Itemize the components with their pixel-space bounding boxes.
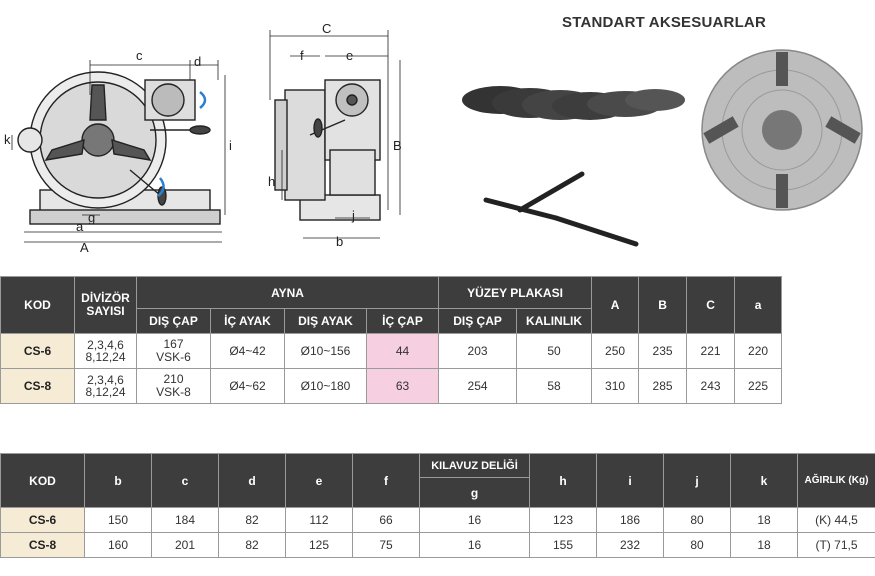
row-yuzey-dis-cap: 254 [439,369,517,404]
row-k: 18 [731,508,798,533]
dim-label-d: d [194,54,202,69]
header-B: B [639,277,687,334]
header-kod: KOD [1,454,85,508]
row-B: 285 [639,369,687,404]
dim-label-f: f [300,48,304,63]
technical-drawings [0,0,875,260]
dim-label-h: h [268,174,276,189]
header-ic-ayak: İÇ AYAK [211,309,285,334]
table-row [1,334,782,369]
table-row [1,533,875,558]
row-j: 80 [664,508,731,533]
row-ic-ayak: Ø4~42 [211,334,285,369]
index-plates-image [462,86,685,120]
row-a: 220 [735,334,782,369]
dis-cap-line-1: 167 [163,337,184,351]
row-d: 82 [219,533,286,558]
row-kod: CS-6 [1,508,85,533]
row-dis-ayak: Ø10~156 [285,334,367,369]
header-agirlik: AĞIRLIK (Kg) [798,454,875,508]
row-i: 232 [597,533,664,558]
header-i: i [597,454,664,508]
dim-label-j: j [352,208,355,223]
header-yuzey-dis-cap: DIŞ ÇAP [439,309,517,334]
divizor-line-2: 8,12,24 [85,385,126,399]
header-kilavuz: KILAVUZ DELİĞİ [420,454,530,478]
row-a: 225 [735,369,782,404]
row-A: 310 [592,369,639,404]
row-h: 155 [530,533,597,558]
row-ayna-dis-cap [137,369,211,404]
row-c: 201 [152,533,219,558]
header-k: k [731,454,798,508]
accessories-title: STANDART AKSESUARLAR [562,14,766,31]
row-agirlik: (T) 71,5 [798,533,875,558]
header-A: A [592,277,639,334]
header-yuzey: YÜZEY PLAKASI [439,277,592,309]
chuck-key-image [486,174,636,244]
row-ic-cap: 44 [367,334,439,369]
dis-cap-line-2: VSK-8 [156,385,191,399]
header-h: h [530,454,597,508]
row-e: 112 [286,508,353,533]
row-ic-ayak: Ø4~62 [211,369,285,404]
divizor-line-1: 2,3,4,6 [87,373,124,387]
front-view-drawing [18,72,220,224]
row-j: 80 [664,533,731,558]
row-g: 16 [420,533,530,558]
row-f: 75 [353,533,420,558]
header-f: f [353,454,420,508]
header-C: C [687,277,735,334]
row-kod: CS-6 [1,334,75,369]
spec-table-2 [0,453,875,558]
row-b: 150 [85,508,152,533]
header-divizor: DİVİZÖR SAYISI [75,277,137,334]
header-ayna: AYNA [137,277,439,309]
row-i: 186 [597,508,664,533]
row-kalinlik: 58 [517,369,592,404]
header-ayna-dis-cap: DIŞ ÇAP [137,309,211,334]
dis-cap-line-2: VSK-6 [156,350,191,364]
row-A: 250 [592,334,639,369]
row-kalinlik: 50 [517,334,592,369]
row-e: 125 [286,533,353,558]
dim-label-k: k [4,132,11,147]
dim-label-b: b [336,234,344,249]
dis-cap-line-1: 210 [163,372,184,386]
row-d: 82 [219,508,286,533]
header-g: g [420,478,530,508]
header-e: e [286,454,353,508]
dim-label-a: a [76,219,84,234]
row-h: 123 [530,508,597,533]
side-view-drawing [275,80,380,220]
header-d: d [219,454,286,508]
divizor-line-2: 8,12,24 [85,350,126,364]
dim-label-B: B [393,138,402,153]
row-dis-ayak: Ø10~180 [285,369,367,404]
row-kod: CS-8 [1,369,75,404]
header-kod: KOD [1,277,75,334]
header-dis-ayak: DIŞ AYAK [285,309,367,334]
divizor-line-1: 2,3,4,6 [87,338,124,352]
row-b: 160 [85,533,152,558]
row-B: 235 [639,334,687,369]
dim-label-A: A [80,240,89,255]
header-c: c [152,454,219,508]
row-c: 184 [152,508,219,533]
dim-label-i: i [229,138,232,153]
row-f: 66 [353,508,420,533]
row-g: 16 [420,508,530,533]
header-ic-cap: İÇ ÇAP [367,309,439,334]
drawings-svg [0,0,875,260]
row-ic-cap: 63 [367,369,439,404]
spec-table-1 [0,276,782,404]
row-kod: CS-8 [1,533,85,558]
header-kalinlik: KALINLIK [517,309,592,334]
row-k: 18 [731,533,798,558]
row-divizor [75,334,137,369]
table-row [1,508,875,533]
dim-label-e: e [346,48,354,63]
row-yuzey-dis-cap: 203 [439,334,517,369]
row-C: 243 [687,369,735,404]
header-a: a [735,277,782,334]
dim-label-c: c [136,48,143,63]
row-agirlik: (K) 44,5 [798,508,875,533]
header-j: j [664,454,731,508]
dim-label-C: C [322,21,332,36]
row-divizor [75,369,137,404]
row-C: 221 [687,334,735,369]
dim-label-g: g [88,210,96,225]
table-row [1,369,782,404]
face-plate-image [702,50,862,210]
row-ayna-dis-cap [137,334,211,369]
header-b: b [85,454,152,508]
